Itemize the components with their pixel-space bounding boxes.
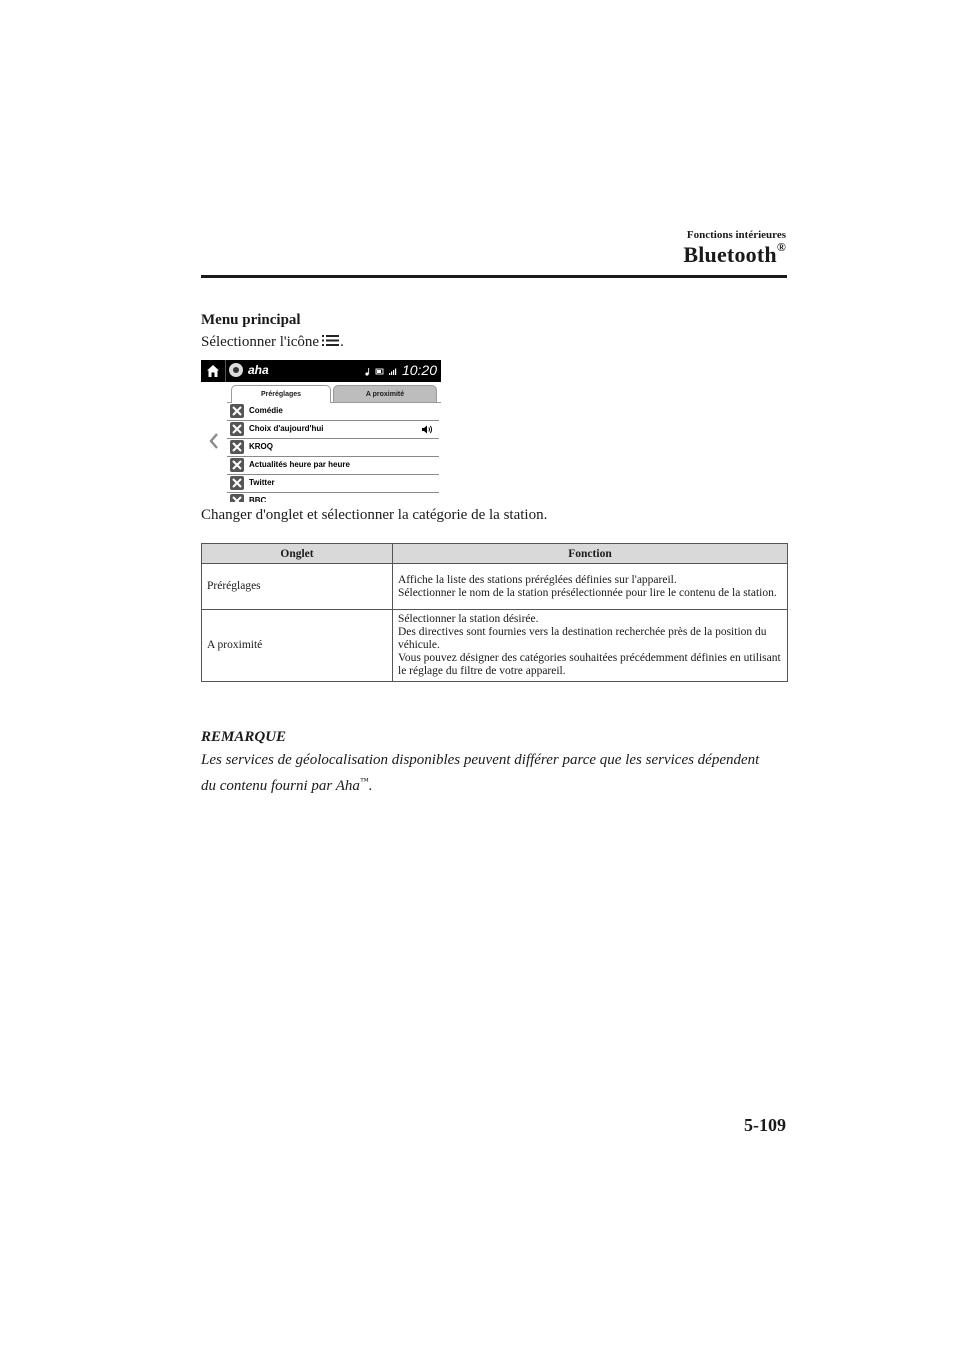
header-rule — [201, 275, 787, 278]
station-label: Choix d'aujourd'hui — [249, 424, 324, 433]
tab-presets[interactable]: Préréglages — [231, 385, 331, 403]
function-cell — [393, 564, 788, 610]
x-icon — [230, 494, 244, 502]
station-row[interactable] — [227, 421, 439, 439]
note-text — [201, 750, 761, 797]
signal-icon — [389, 369, 396, 376]
function-cell — [393, 610, 788, 682]
function-line: Sélectionner la station désirée. — [398, 613, 539, 625]
column-header: Onglet — [202, 544, 393, 564]
column-header: Fonction — [393, 544, 788, 564]
tab-cell: Préréglages — [202, 564, 393, 610]
header-title — [683, 242, 786, 268]
screen-capture — [201, 360, 441, 502]
x-icon — [230, 476, 244, 490]
station-label: Actualités heure par heure — [249, 460, 350, 469]
station-label: BBC — [249, 496, 267, 502]
function-line: Affiche la liste des stations préréglées définies sur l'appareil. — [398, 573, 677, 586]
header-title-text: Bluetooth — [683, 242, 777, 267]
x-icon — [230, 422, 244, 436]
status-icons — [364, 367, 402, 376]
function-line: Sélectionner le nom de la station présélectionnée pour lire le contenu de la station. — [398, 586, 777, 599]
back-chevron-icon[interactable] — [208, 432, 220, 450]
screen-caption: Changer d'onglet et sélectionner la catégorie de la station. — [201, 507, 548, 523]
table-header-row — [202, 544, 788, 564]
header-section: Fonctions intérieures — [686, 229, 786, 241]
home-icon[interactable] — [206, 364, 220, 378]
x-icon — [230, 440, 244, 454]
status-bar-divider — [225, 360, 226, 382]
clock: 10:20 — [401, 362, 437, 378]
registered-mark: ® — [776, 240, 786, 254]
station-row[interactable] — [227, 493, 439, 502]
music-note-icon — [365, 368, 369, 376]
station-label: Comédie — [249, 406, 283, 415]
app-name: aha — [248, 363, 269, 377]
aha-app-icon — [229, 363, 243, 377]
page-number: 5-109 — [744, 1115, 786, 1135]
station-row[interactable] — [227, 439, 439, 457]
trademark-mark: ™ — [359, 776, 369, 786]
table-row — [202, 564, 788, 610]
station-row[interactable] — [227, 403, 439, 421]
station-label: Twitter — [249, 478, 275, 487]
instruction-text: Sélectionner l'icône — [201, 334, 320, 350]
section-title: Menu principal — [201, 312, 301, 328]
battery-icon — [376, 369, 383, 374]
instruction-end: . — [340, 334, 344, 350]
station-row[interactable] — [227, 457, 439, 475]
station-row[interactable] — [227, 475, 439, 493]
x-icon — [230, 404, 244, 418]
instruction — [201, 334, 344, 351]
function-line: Vous pouvez désigner des catégories souhaitées précédemment définies en utilisant le réglage du filtre de votre appareil. — [398, 652, 781, 677]
function-table — [201, 543, 788, 682]
tab-nearby[interactable]: A proximité — [333, 385, 437, 402]
left-panel — [201, 382, 227, 502]
status-bar — [201, 360, 441, 382]
note-title: REMARQUE — [201, 729, 287, 745]
x-icon — [230, 458, 244, 472]
function-line: Des directives sont fournies vers la destination recherchée près de la position du véhicule. — [398, 626, 767, 651]
station-panel — [227, 382, 441, 502]
tab-bar — [227, 382, 441, 403]
list-icon — [322, 334, 339, 347]
station-label: KROQ — [249, 442, 273, 451]
tab-cell: A proximité — [202, 610, 393, 682]
note-body: Les services de géolocalisation disponibles peuvent différer parce que les services dépendent du contenu fourni par Aha — [201, 752, 760, 794]
table-row — [202, 610, 788, 682]
note-end: . — [368, 778, 373, 794]
speaker-icon — [421, 424, 433, 435]
